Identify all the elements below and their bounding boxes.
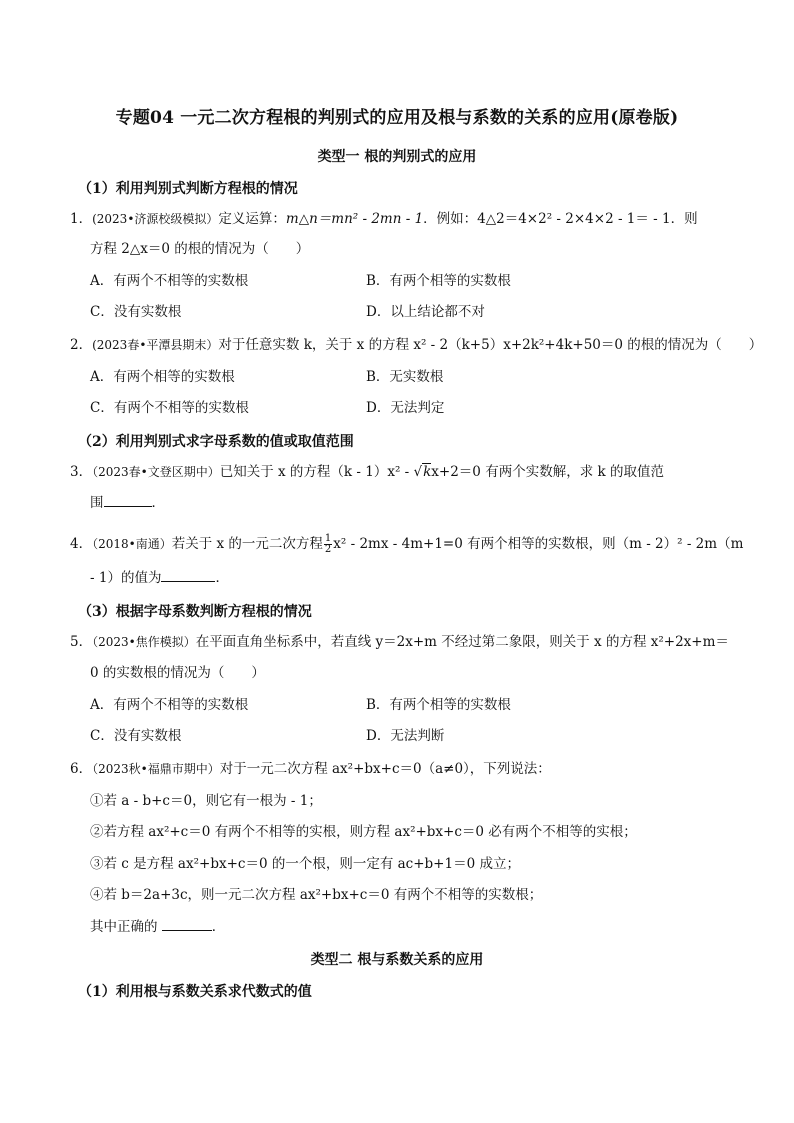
- q1-option-a[interactable]: A．有两个不相等的实数根: [90, 273, 249, 289]
- q2-option-b[interactable]: B．无实数根: [366, 369, 444, 385]
- subsection-heading-2: （2）利用判别式求字母系数的值或取值范围: [78, 434, 354, 450]
- question-source: (2023春•平潭县期末）: [92, 338, 219, 352]
- subsection-heading-3: （3）根据字母系数判断方程根的情况: [78, 604, 312, 620]
- q1-option-d[interactable]: D．以上结论都不对: [366, 304, 485, 320]
- q2-option-c[interactable]: C．有两个不相等的实数根: [90, 400, 249, 416]
- q6-statement-4: ④若 b＝2a+3c，则一元二次方程 ax²+bx+c＝0 有两个不相等的实数根；: [90, 887, 543, 903]
- section-heading-type2: 类型二 根与系数关系的应用: [310, 952, 484, 968]
- question-source: （2023秋•福鼎市期中）: [92, 762, 220, 776]
- q6-statement-3: ③若 c 是方程 ax²+bx+c＝0 的一个根，则一定有 ac+b+1＝0 成立；: [90, 856, 520, 872]
- question-4-line-2: - 1）的值为 ．: [90, 570, 229, 586]
- q5-option-a[interactable]: A．有两个不相等的实数根: [90, 697, 249, 713]
- q2-option-a[interactable]: A．有两个相等的实数根: [90, 369, 235, 385]
- question-number: 4．: [70, 536, 93, 552]
- question-3-line-1: 3．（2023春•文登区期中）已知关于 x 的方程（k - 1）x² - √kx+2＝0 有两个实数解，求 k 的取值范: [70, 464, 664, 480]
- question-2-line-1: 2．(2023春•平潭县期末）对于任意实数 k，关于 x 的方程 x² - 2（k+5）x+2k²+4k+50＝0 的根的情况为（ ）: [70, 337, 763, 353]
- q5-option-b[interactable]: B．有两个相等的实数根: [366, 697, 511, 713]
- answer-blank[interactable]: [104, 494, 152, 507]
- question-4-line-1: 4．（2018•南通）若关于 x 的一元二次方程 $\frac{1}{2}$ x² - 2mx - 4m+1=0 有两个相等的实数根，则（m - 2）² - 2m（m: [70, 533, 744, 555]
- q6-statement-2: ②若方程 ax²+c＝0 有两个不相等的实根，则方程 ax²+bx+c＝0 必有两个不相等的实根；: [90, 824, 637, 840]
- question-number: 3．: [70, 464, 93, 480]
- question-source: (2023•济源校级模拟）: [92, 212, 219, 226]
- answer-blank[interactable]: [161, 569, 215, 582]
- definition-formula: m△n＝mn² - 2mn - 1: [285, 211, 424, 227]
- answer-blank[interactable]: [162, 918, 212, 931]
- q6-answer-line: 其中正确的 ．: [90, 919, 226, 935]
- circled-number: ②: [90, 824, 104, 840]
- question-5-line-1: 5．（2023•焦作模拟）在平面直角坐标系中，若直线 y＝2x+m 不经过第二象限，则关于 x 的方程 x²+2x+m＝: [70, 634, 729, 650]
- question-number: 1．: [70, 211, 93, 227]
- sqrt-k: k: [423, 464, 432, 480]
- question-6-line-1: 6．（2023秋•福鼎市期中）对于一元二次方程 ax²+bx+c＝0（a≠0），下列说法：: [70, 761, 551, 777]
- fraction-one-half: $\frac{1}{2}$: [324, 533, 332, 555]
- subsection-heading-4: （1）利用根与系数关系求代数式的值: [78, 984, 312, 1000]
- question-1-line-1: 1．(2023•济源校级模拟）定义运算：m△n＝mn² - 2mn - 1．例如：4△2＝4×2² - 2×4×2 - 1＝ - 1．则: [70, 211, 698, 227]
- question-number: 6．: [70, 761, 93, 777]
- circled-number: ③: [90, 856, 104, 872]
- question-source: （2018•南通）: [92, 537, 172, 551]
- q2-option-d[interactable]: D．无法判定: [366, 400, 445, 416]
- section-heading-type1: 类型一 根的判别式的应用: [317, 149, 477, 165]
- question-source: （2023•焦作模拟）: [92, 635, 196, 649]
- question-1-line-2: 方程 2△x＝0 的根的情况为（ ）: [90, 241, 310, 257]
- question-number: 2．: [70, 337, 93, 353]
- q1-option-c[interactable]: C．没有实数根: [90, 304, 182, 320]
- circled-number: ④: [90, 887, 104, 903]
- q6-statement-1: ①若 a - b+c＝0，则它有一根为 - 1；: [90, 793, 322, 809]
- question-5-line-2: 0 的实数根的情况为（ ）: [90, 665, 265, 681]
- q1-option-b[interactable]: B．有两个相等的实数根: [366, 273, 511, 289]
- question-number: 5．: [70, 634, 93, 650]
- subsection-heading-1: （1）利用判别式判断方程根的情况: [78, 181, 298, 197]
- question-source: （2023春•文登区期中）: [92, 465, 220, 479]
- question-3-line-2: 围 ．: [90, 495, 165, 511]
- q5-option-c[interactable]: C．没有实数根: [90, 728, 182, 744]
- page-title: 专题04 一元二次方程根的判别式的应用及根与系数的关系的应用(原卷版): [115, 108, 679, 128]
- circled-number: ①: [90, 793, 104, 809]
- q5-option-d[interactable]: D．无法判断: [366, 728, 445, 744]
